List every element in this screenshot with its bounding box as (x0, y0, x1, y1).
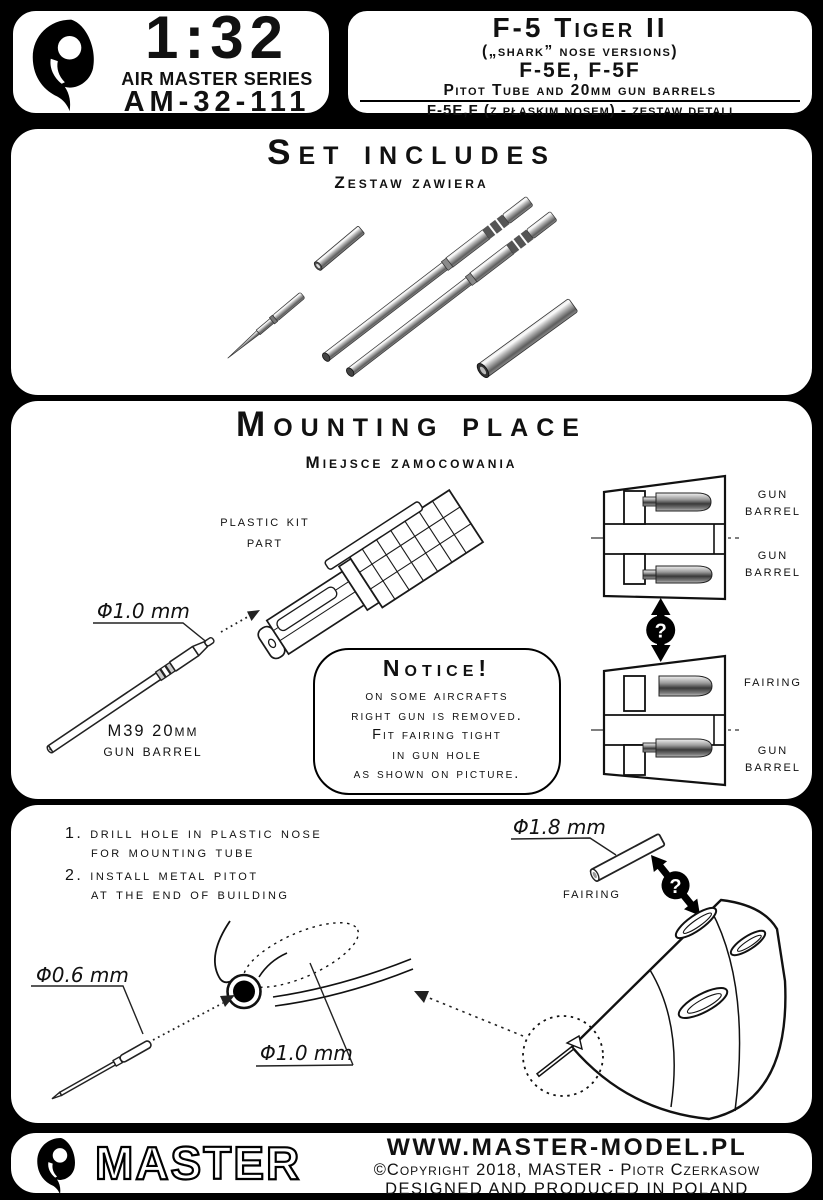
notice-text: on some aircrafts right gun is removed. Fit fairing tight in gun hole as shown on picture. (351, 688, 523, 782)
metal-parts-drawing (11, 129, 812, 395)
kit-contents: Pitot Tube and 20mm gun barrels (443, 82, 717, 99)
pitot-insert-arrow (153, 1003, 223, 1040)
diameter-18-label: Φ1.8 mm (513, 815, 606, 839)
footer-panel (8, 1130, 815, 1196)
kit-subtitle: („shark” nose versions) (481, 43, 679, 60)
header-title-panel (345, 8, 815, 119)
fairing-label: fairing (743, 673, 802, 690)
instructions-panel (8, 802, 815, 1126)
diameter-18-leader (511, 838, 616, 855)
scale-label: 1:32 (144, 4, 290, 71)
notice-title: Notice! (382, 655, 492, 681)
copyright-line: ©Copyright 2018, MASTER - Piotr Czerkasow (373, 1161, 761, 1179)
diameter-leader-line (93, 623, 209, 644)
arrowhead (414, 991, 429, 1003)
cross-section-fairing-gun (591, 656, 739, 785)
detail-leader-line (417, 993, 523, 1036)
kit-polish-subtitle: F-5E,F (z płaskim nosem) - zestaw detali (426, 102, 734, 119)
diameter-06-label: Φ0.6 mm (36, 963, 129, 987)
gun-barrel-label-top: gun barrel (744, 485, 802, 519)
nose-cone-drawing (414, 900, 785, 1119)
question-mark: ? (669, 875, 682, 898)
set-includes-panel (8, 126, 815, 398)
diameter-1-0-label: Φ1.0 mm (97, 599, 190, 623)
diameter-06-leader (31, 986, 143, 1034)
drilled-hole (233, 981, 255, 1003)
step-1-line-2: for mounting tube (91, 844, 255, 861)
fairing-tube-label: fairing (562, 885, 621, 902)
mounting-title: Mounting place (236, 405, 587, 444)
fairing-tube-part (475, 298, 578, 379)
master-logo-icon (31, 1137, 87, 1195)
mounting-subtitle: Miejsce zamocowania (305, 453, 518, 472)
step-2-line-1: 2. install metal pitot (65, 867, 259, 884)
notice-box (313, 648, 561, 795)
gun-barrel-part-2 (344, 211, 557, 378)
step-1-line-1: 1. drill hole in plastic nose (65, 825, 323, 842)
pitot-part-drawing (50, 1040, 152, 1102)
website-url: WWW.MASTER-MODEL.PL (386, 1134, 748, 1161)
series-label: AIR MASTER SERIES (121, 69, 313, 89)
insert-direction-arrow (221, 615, 251, 632)
origin-line: DESIGNED AND PRODUCED IN POLAND (385, 1180, 749, 1198)
cross-section-two-guns (591, 476, 739, 599)
step-2-line-2: at the end of building (91, 886, 290, 903)
swap-question-arrow (646, 598, 675, 662)
kit-title: F-5 Tiger II (492, 12, 668, 43)
header-brand-panel (10, 4, 332, 118)
brand-wordmark: MASTER (95, 1137, 302, 1189)
diameter-10-label: Φ1.0 mm (260, 1041, 353, 1065)
kit-variants: F-5E, F-5F (519, 59, 641, 82)
set-includes-subtitle: Zestaw zawiera (334, 173, 489, 192)
master-logo-icon (25, 18, 111, 112)
plastic-kit-label: plastic kit part (220, 513, 310, 551)
short-tube-part (313, 226, 365, 272)
footer-text (326, 1135, 808, 1199)
product-code: AM-32-111 (123, 86, 311, 118)
gun-barrel-part-1 (320, 196, 533, 363)
arrowhead (247, 610, 260, 621)
pitot-tube-part (225, 292, 305, 361)
m39-barrel-label: M39 20mm gun barrel (103, 722, 203, 760)
gun-barrel-label-bottom: gun barrel (744, 546, 802, 580)
set-includes-title: Set includes (267, 133, 556, 172)
gun-barrel-label-lower: gun barrel (744, 741, 802, 775)
installed-pitot (537, 1047, 574, 1077)
question-mark: ? (654, 620, 667, 643)
mounting-place-panel (8, 398, 815, 802)
